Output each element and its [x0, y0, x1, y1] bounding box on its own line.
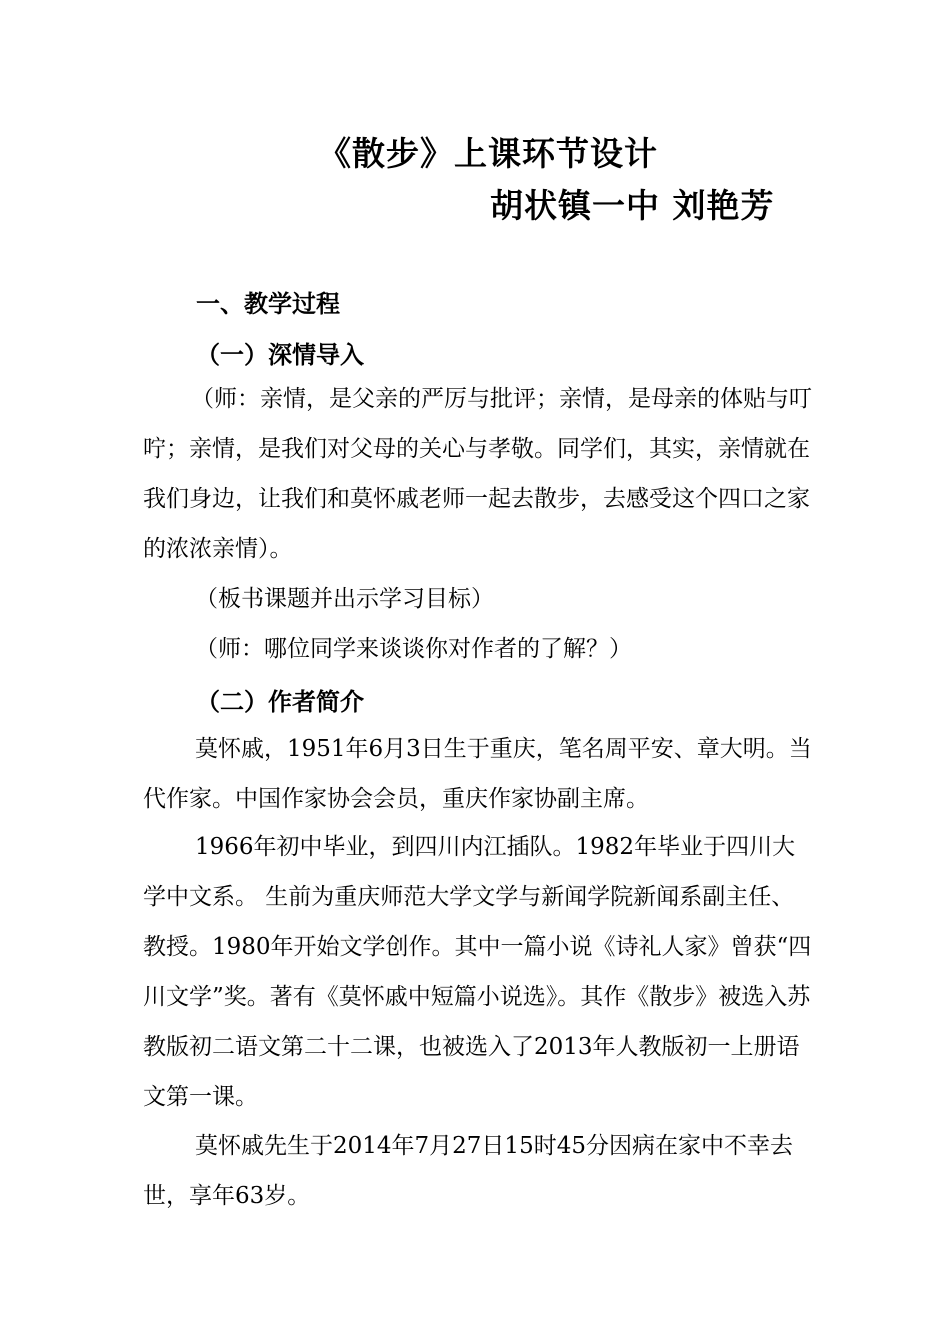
document-title: 《散步》上课环节设计 — [318, 134, 658, 173]
blackboard-note: （板书课题并出示学习目标） — [195, 586, 494, 612]
section-heading-teaching-process: 一、教学过程 — [196, 290, 340, 318]
teacher-question: （师：哪位同学来谈谈你对作者的了解？） — [195, 636, 632, 662]
intro-text: （师：亲情，是父亲的严厉与批评；亲情，是母亲的体贴与叮咛；亲情，是我们对父母的关心与孝敬。同学们，其实，亲情就在我们身边，让我们和莫怀戚老师一起去散步，去感受这个四口之家的浓浓亲情）。 — [143, 386, 812, 562]
author-bio-paragraph-1 — [143, 724, 813, 824]
author-bio-text-2: 1966年初中毕业，到四川内江插队。1982年毕业于四川大学中文系。 生前为重庆师范大学文学与新闻学院新闻系副主任、教授。1980年开始文学创作。其中一篇小说《诗礼人家》曾获“四川文学”奖。著有《莫怀戚中短篇小说选》。其作《散步》被选入苏教版初二语文第二十二课，也被选入了2013年人教版初一上册语文第一课。 — [143, 834, 812, 1110]
author-bio-text-1: 莫怀戚，1951年6月3日生于重庆，笔名周平安、章大明。当代作家。中国作家协会会员，重庆作家协副主席。 — [143, 736, 812, 812]
intro-paragraph — [143, 374, 813, 574]
teacher-notes — [143, 574, 813, 674]
subsection-heading-author-intro: （二）作者简介 — [196, 688, 364, 716]
subsection-heading-introduction: （一）深情导入 — [196, 341, 364, 369]
author-bio-paragraph-3 — [143, 1121, 813, 1221]
author-bio-text-3: 莫怀戚先生于2014年7月27日15时45分因病在家中不幸去世，享年63岁。 — [143, 1133, 793, 1209]
author-bio-paragraph-2 — [143, 822, 813, 1122]
document-author: 胡状镇一中 刘艳芳 — [490, 186, 775, 225]
